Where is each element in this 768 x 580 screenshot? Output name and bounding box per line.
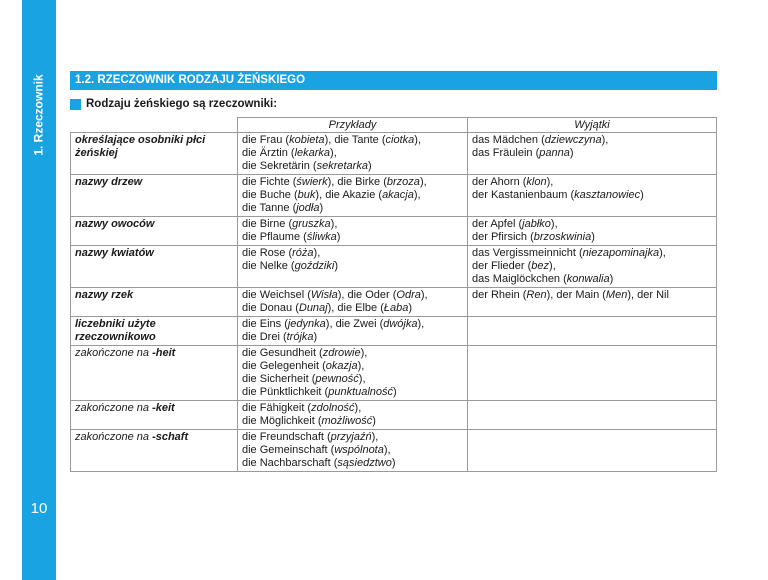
example-line: die Rose (róża),: [242, 247, 321, 259]
example-line: die Birne (gruszka),: [242, 218, 338, 230]
exceptions-cell: [468, 175, 717, 217]
suffix-label: -heit: [152, 347, 176, 359]
example-line: die Nelke (goździki): [242, 260, 338, 272]
examples-cell: [238, 430, 468, 472]
examples-cell: [238, 346, 468, 401]
category-cell: zakończone na -keit: [71, 401, 238, 430]
table-row: [71, 288, 717, 317]
example-line: die Donau (Dunaj), die Elbe (Łaba): [242, 302, 413, 314]
example-line: die Drei (trójka): [242, 331, 318, 343]
examples-cell: [238, 246, 468, 288]
header-examples: Przykłady: [238, 118, 468, 133]
example-line: die Sicherheit (pewność),: [242, 373, 366, 385]
exceptions-cell: [468, 430, 717, 472]
exceptions-cell: [468, 288, 717, 317]
table-row: [71, 175, 717, 217]
chapter-title: [22, 60, 56, 170]
example-line: die Gemeinschaft (wspólnota),: [242, 444, 391, 456]
example-line: die Fähigkeit (zdolność),: [242, 402, 362, 414]
examples-cell: [238, 175, 468, 217]
exception-line: das Fräulein (panna): [472, 147, 574, 159]
exceptions-cell: [468, 246, 717, 288]
page-number: 10: [30, 500, 48, 517]
exception-line: der Rhein (Ren), der Main (Men), der Nil: [472, 289, 669, 301]
table-row: [71, 346, 717, 401]
intro-line: [70, 97, 277, 111]
category-cell: określające osobniki płci żeńskiej: [71, 133, 238, 175]
example-line: die Gesundheit (zdrowie),: [242, 347, 368, 359]
exceptions-cell: [468, 317, 717, 346]
example-line: die Pflaume (śliwka): [242, 231, 341, 243]
exception-line: das Vergissmeinnicht (niezapominajka),: [472, 247, 666, 259]
category-cell: liczebniki użyte rzeczownikowo: [71, 317, 238, 346]
category-cell: nazwy kwiatów: [71, 246, 238, 288]
category-cell: nazwy owoców: [71, 217, 238, 246]
exception-line: der Flieder (bez),: [472, 260, 556, 272]
suffix-label: -keit: [152, 402, 175, 414]
exception-line: der Ahorn (klon),: [472, 176, 554, 188]
exception-line: der Pfirsich (brzoskwinia): [472, 231, 595, 243]
section-title: 1.2. RZECZOWNIK RODZAJU ŻEŃSKIEGO: [70, 71, 717, 90]
example-line: die Freundschaft (przyjaźń),: [242, 431, 379, 443]
example-line: die Ärztin (lekarka),: [242, 147, 337, 159]
exceptions-cell: [468, 133, 717, 175]
examples-cell: [238, 401, 468, 430]
table-row: [71, 133, 717, 175]
bullet-square-icon: [70, 99, 81, 110]
examples-cell: [238, 217, 468, 246]
header-category: [71, 118, 238, 133]
chapter-title-text: 1. Rzeczownik: [32, 74, 47, 156]
suffix-label: -schaft: [152, 431, 189, 443]
example-line: die Nachbarschaft (sąsiedztwo): [242, 457, 396, 469]
table-row: [71, 401, 717, 430]
header-exceptions: Wyjątki: [468, 118, 717, 133]
examples-cell: [238, 288, 468, 317]
example-line: die Eins (jedynka), die Zwei (dwójka),: [242, 318, 425, 330]
example-line: die Fichte (świerk), die Birke (brzoza),: [242, 176, 427, 188]
example-line: die Weichsel (Wisła), die Oder (Odra),: [242, 289, 428, 301]
exception-line: der Apfel (jabłko),: [472, 218, 558, 230]
table-row: [71, 246, 717, 288]
example-line: die Möglichkeit (możliwość): [242, 415, 376, 427]
example-line: die Gelegenheit (okazja),: [242, 360, 365, 372]
category-cell: nazwy drzew: [71, 175, 238, 217]
table-row: [71, 317, 717, 346]
exception-line: das Maiglöckchen (konwalia): [472, 273, 614, 285]
exceptions-cell: [468, 217, 717, 246]
examples-cell: [238, 133, 468, 175]
examples-cell: [238, 317, 468, 346]
example-line: die Buche (buk), die Akazie (akacja),: [242, 189, 421, 201]
category-cell: zakończone na -schaft: [71, 430, 238, 472]
table-row: [71, 217, 717, 246]
table-row: [71, 430, 717, 472]
exception-line: das Mädchen (dziewczyna),: [472, 134, 609, 146]
category-cell: nazwy rzek: [71, 288, 238, 317]
example-line: die Sekretärin (sekretarka): [242, 160, 372, 172]
category-cell: zakończone na -heit: [71, 346, 238, 401]
example-line: die Pünktlichkeit (punktualność): [242, 386, 397, 398]
intro-text: Rodzaju żeńskiego są rzeczowniki:: [86, 98, 278, 110]
table-header-row: [71, 118, 717, 133]
exceptions-cell: [468, 401, 717, 430]
example-line: die Frau (kobieta), die Tante (ciotka),: [242, 134, 421, 146]
example-line: die Tanne (jodła): [242, 202, 324, 214]
exceptions-cell: [468, 346, 717, 401]
exception-line: der Kastanienbaum (kasztanowiec): [472, 189, 644, 201]
gender-rules-table: [70, 117, 717, 472]
